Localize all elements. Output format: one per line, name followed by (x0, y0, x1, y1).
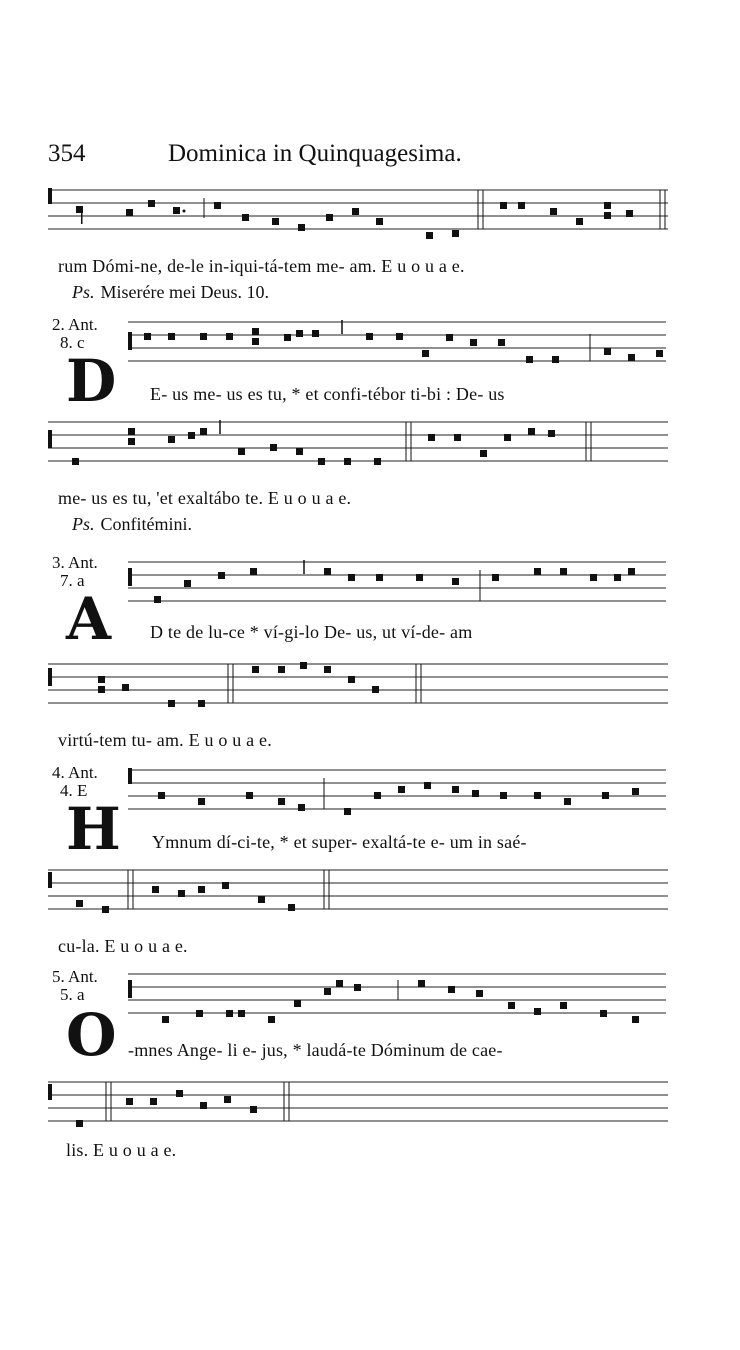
lyric-line: lis. E u o u a e. (66, 1140, 177, 1160)
page-header (48, 140, 688, 176)
initial-letter: A (66, 585, 112, 653)
neume-staff (48, 868, 668, 914)
music-staff (48, 188, 668, 234)
antiphon-label: 5. Ant. (52, 967, 98, 986)
page-number: 354 (48, 140, 86, 167)
psalm-text: Confitémini. (100, 514, 192, 534)
neume-staff (128, 320, 666, 366)
antiphon-mode: 8. c (60, 333, 85, 352)
lyric-line: D te de lu-ce * ví-gi-lo De- us, ut ví-de- am (150, 622, 473, 642)
lyric-line: Ymnum dí-ci-te, * et super- exaltá-te e- um in saé- (152, 832, 527, 852)
lyric-line: rum Dómi-ne, de-le in-iqui-tá-tem me- am. E u o u a e. (58, 256, 465, 276)
antiphon-label: 3. Ant. (52, 553, 98, 572)
initial-letter: D (66, 347, 117, 415)
psalm-text: Miserére mei Deus. 10. (100, 282, 269, 302)
psalm-prefix: Ps. (72, 514, 95, 534)
neume-staff (128, 768, 666, 814)
lyric-line: cu-la. E u o u a e. (58, 936, 188, 956)
psalm-line (72, 282, 269, 303)
antiphon-label: 4. Ant. (52, 763, 98, 782)
music-staff (48, 420, 668, 466)
music-staff (128, 320, 666, 366)
page-title: Dominica in Quinquagesima. (168, 140, 462, 167)
neume-staff (128, 560, 666, 606)
lyric-line: -mnes Ange- li e- jus, * laudá-te Dóminum de cae- (128, 1040, 503, 1060)
neume-staff (48, 188, 668, 234)
lyric-line: me- us es tu, 'et exaltábo te. E u o u a e. (58, 488, 352, 508)
neume-staff (48, 662, 668, 708)
music-staff (48, 662, 668, 708)
initial-letter: H (66, 795, 121, 863)
initial-letter: O (66, 1001, 117, 1069)
music-staff (128, 560, 666, 606)
music-staff (128, 768, 666, 814)
neume-staff (128, 972, 666, 1018)
psalm-prefix: Ps. (72, 282, 95, 302)
antiphon-mode: 4. E (60, 781, 88, 800)
antiphon-mode: 7. a (60, 571, 85, 590)
antiphon-label: 2. Ant. (52, 315, 98, 334)
lyric-line: virtú-tem tu- am. E u o u a e. (58, 730, 272, 750)
antiphon-mode: 5. a (60, 985, 85, 1004)
lyric-line: E- us me- us es tu, * et confi-tébor ti-bi : De- us (150, 384, 505, 404)
music-staff (48, 1080, 668, 1126)
neume-staff (48, 420, 668, 466)
music-staff (48, 868, 668, 914)
psalm-line (72, 514, 192, 535)
music-staff (128, 972, 666, 1018)
neume-staff (48, 1080, 668, 1126)
